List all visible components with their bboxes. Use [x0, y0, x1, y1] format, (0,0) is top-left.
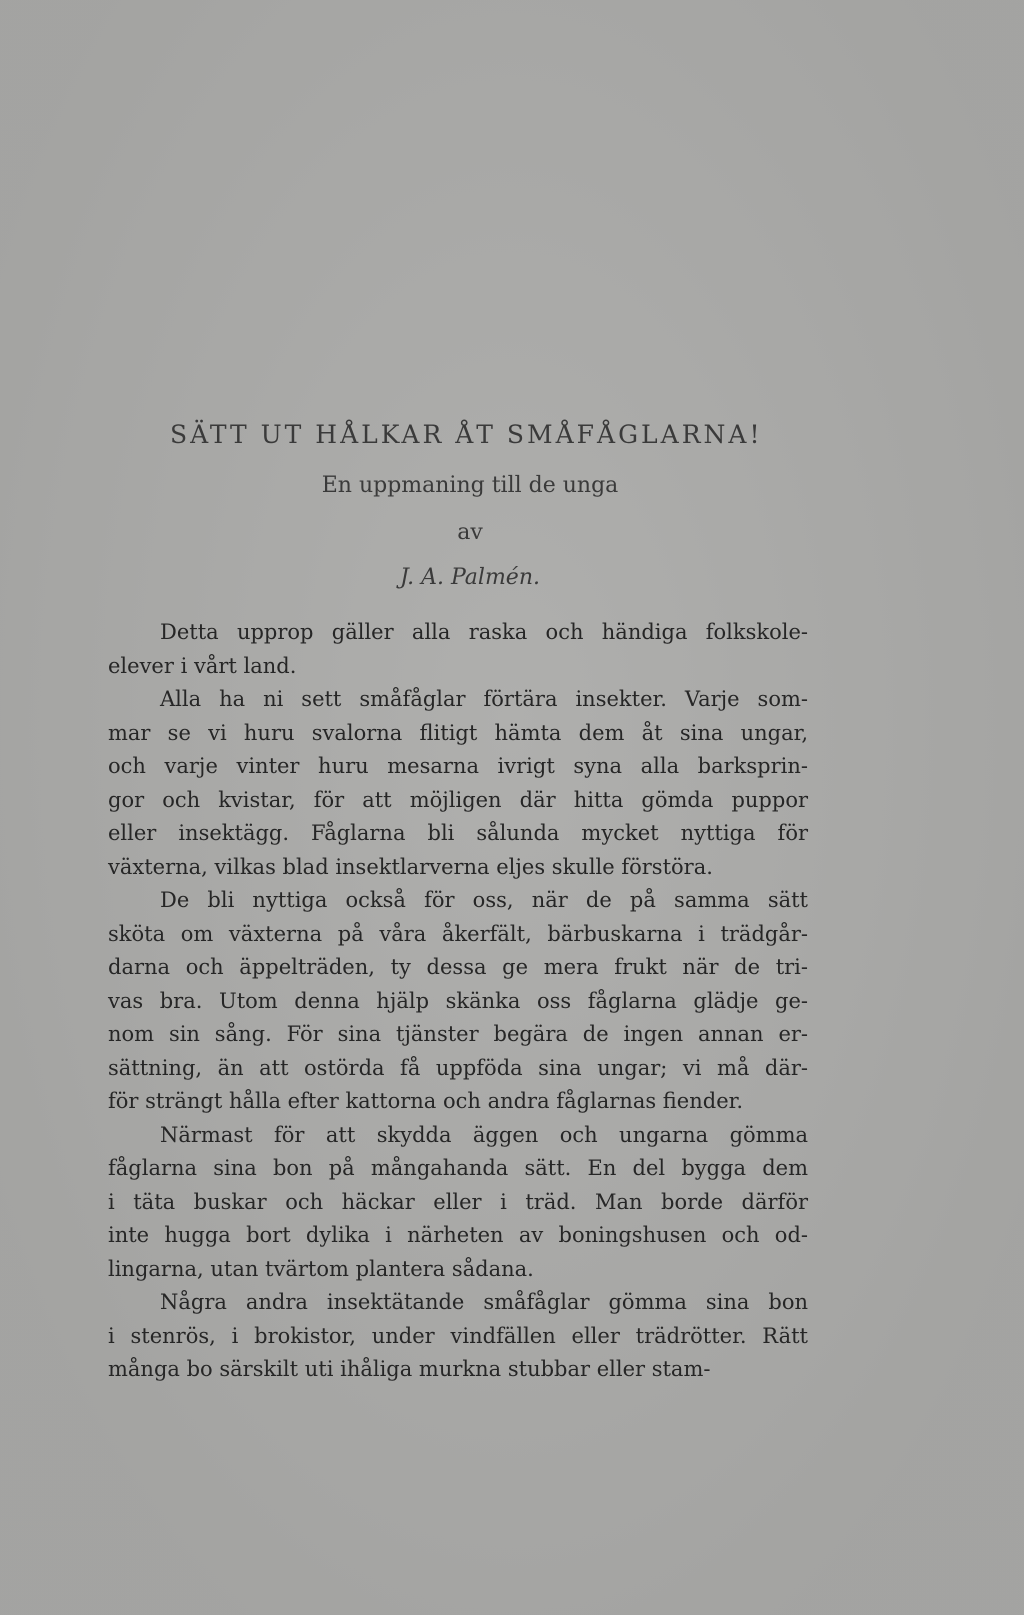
paragraph: [108, 683, 808, 884]
text-line: elever i vårt land.: [108, 653, 297, 678]
text-line: inte hugga bort dylika i närheten av boningshusen och od-: [108, 1223, 808, 1247]
text-line: för strängt hålla efter kattorna och andra fåglarnas fiender.: [108, 1089, 744, 1113]
paragraph: [108, 616, 808, 683]
text-line: Närmast för att skydda äggen och ungarna gömma: [160, 1122, 808, 1147]
text-line: i stenrös, i brokistor, under vindfällen eller trädrötter. Rätt: [108, 1323, 808, 1348]
document-subtitle: En uppmaning till de unga: [321, 473, 619, 498]
text-line: sköta om växterna på våra åkerfält, bärbuskarna i trädgår-: [108, 921, 808, 946]
text-line: i täta buskar och häckar eller i träd. Man borde därför: [108, 1189, 808, 1214]
text-line: Alla ha ni sett småfåglar förtära insekter. Varje som-: [160, 687, 808, 711]
text-line: och varje vinter huru mesarna ivrigt syna alla barksprin-: [108, 754, 808, 778]
text-line: Detta upprop gäller alla raska och händiga folkskole-: [160, 620, 808, 644]
text-line: gor och kvistar, för att möjligen där hitta gömda puppor: [108, 787, 808, 812]
text-line: De bli nyttiga också för oss, när de på samma sätt: [160, 888, 808, 912]
body-text: [108, 616, 808, 1387]
text-line: fåglarna sina bon på mångahanda sätt. En del bygga dem: [108, 1156, 808, 1180]
text-line: darna och äppelträden, ty dessa ge mera frukt när de tri-: [108, 955, 808, 979]
byline-av: av: [457, 520, 483, 545]
text-line: sättning, än att ostörda få uppföda sina ungar; vi må där-: [108, 1055, 808, 1080]
paragraph: [108, 884, 808, 1119]
text-line: eller insektägg. Fåglarna bli sålunda mycket nyttiga för: [108, 821, 808, 845]
paragraph: [108, 1119, 808, 1287]
author-name: J. A. Palmén.: [400, 565, 540, 590]
text-line: mar se vi huru svalorna flitigt hämta dem åt sina ungar,: [108, 720, 808, 745]
text-line: vas bra. Utom denna hjälp skänka oss fåglarna glädje ge-: [108, 988, 808, 1013]
text-line: Några andra insektätande småfåglar gömma sina bon: [160, 1290, 808, 1314]
text-line: många bo särskilt uti ihåliga murkna stubbar eller stam-: [108, 1357, 711, 1381]
text-line: lingarna, utan tvärtom plantera sådana.: [108, 1256, 534, 1281]
text-line: växterna, vilkas blad insektlarverna eljes skulle förstöra.: [108, 854, 713, 879]
document-title: SÄTT UT HÅLKAR ÅT SMÅFÅGLARNA!: [170, 420, 763, 449]
paragraph: [108, 1286, 808, 1387]
text-line: nom sin sång. För sina tjänster begära de ingen annan er-: [108, 1022, 808, 1046]
